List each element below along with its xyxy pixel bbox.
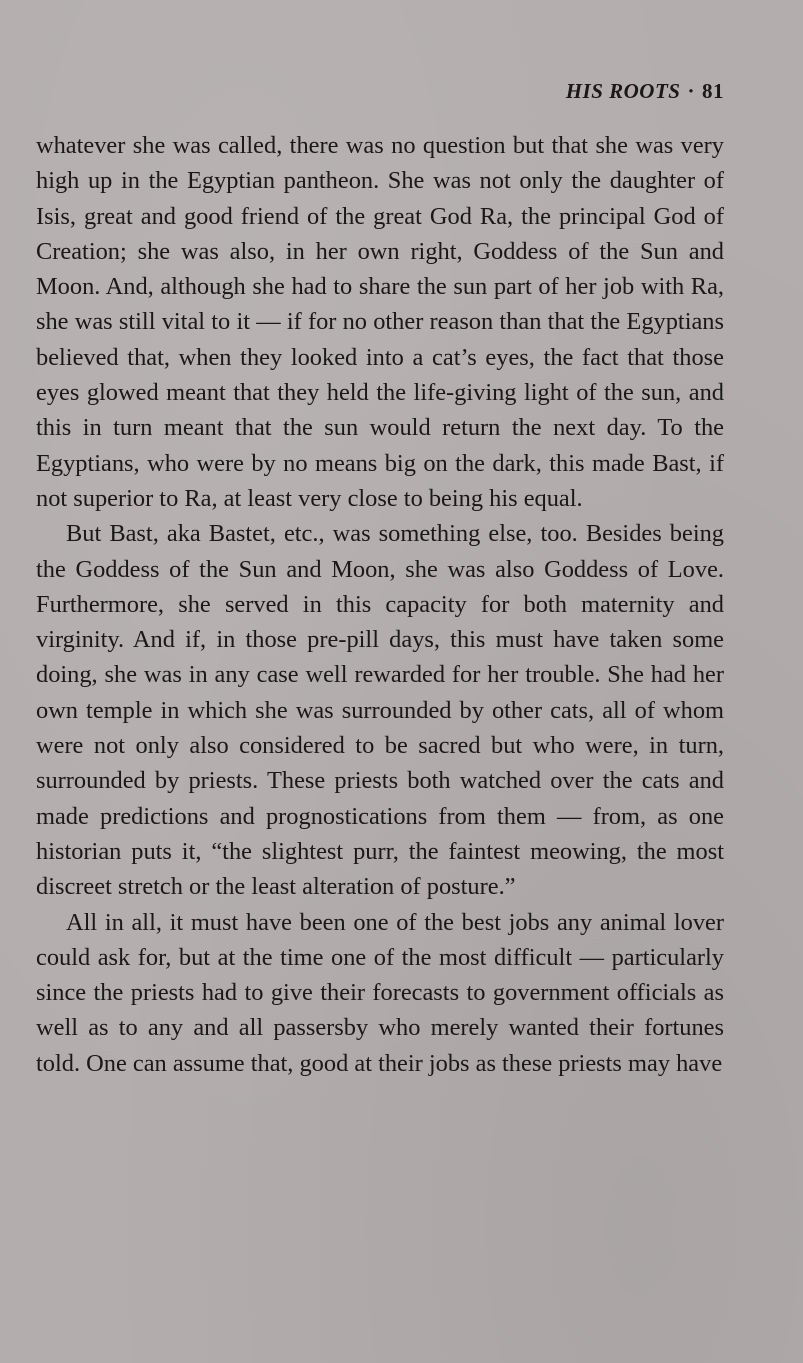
paragraph: But Bast, aka Bastet, etc., was something else, too. Besides being the Goddess of the Sun and Moon, she was also Goddess of Love. Furthermore, she served in this capacity for both maternity and virginity. And if, in those pre-pill days, this must have taken some doing, she was in any case well rewarded for her trouble. She had her own temple in which she was surrounded by other cats, all of whom were not only also considered to be sacred but who were, in turn, surrounded by priests. These priests both watched over the cats and made predictions and prognostications from them — from, as one historian puts it, “the slightest purr, the faintest meowing, the most discreet stretch or the least alteration of posture.” xyxy=(36,520,724,901)
running-header xyxy=(36,74,724,108)
book-page xyxy=(36,74,724,1081)
running-head-separator: · xyxy=(687,79,695,103)
paragraph-continued: whatever she was called, there was no question but that she was very high up in the Egyptian pantheon. She was not only the daughter of Isis, great and good friend of the great God Ra, the principal God of Creation; she was also, in her own right, Goddess of the Sun and Moon. And, although she had to share the sun part of her job with Ra, she was still vital to it — if for no other reason than that the Egyptians believed that, when they looked into a cat’s eyes, the fact that those eyes glowed meant that they held the life-giving light of the sun, and this in turn meant that the sun would return the next day. To the Egyptians, who were by no means big on the dark, this made Bast, if not superior to Ra, at least very close to being his equal. xyxy=(36,132,724,512)
running-head-title: HIS ROOTS xyxy=(565,79,681,103)
page-number: 81 xyxy=(702,79,724,103)
paragraph: All in all, it must have been one of the best jobs any animal lover could ask for, but at the time one of the most difficult — particularly since the priests had to give their forecasts to government officials as well as to any and all passersby who merely wanted their fortunes told. One can assume that, good at their jobs as these priests may have xyxy=(36,908,724,1077)
body-text xyxy=(36,128,724,1081)
